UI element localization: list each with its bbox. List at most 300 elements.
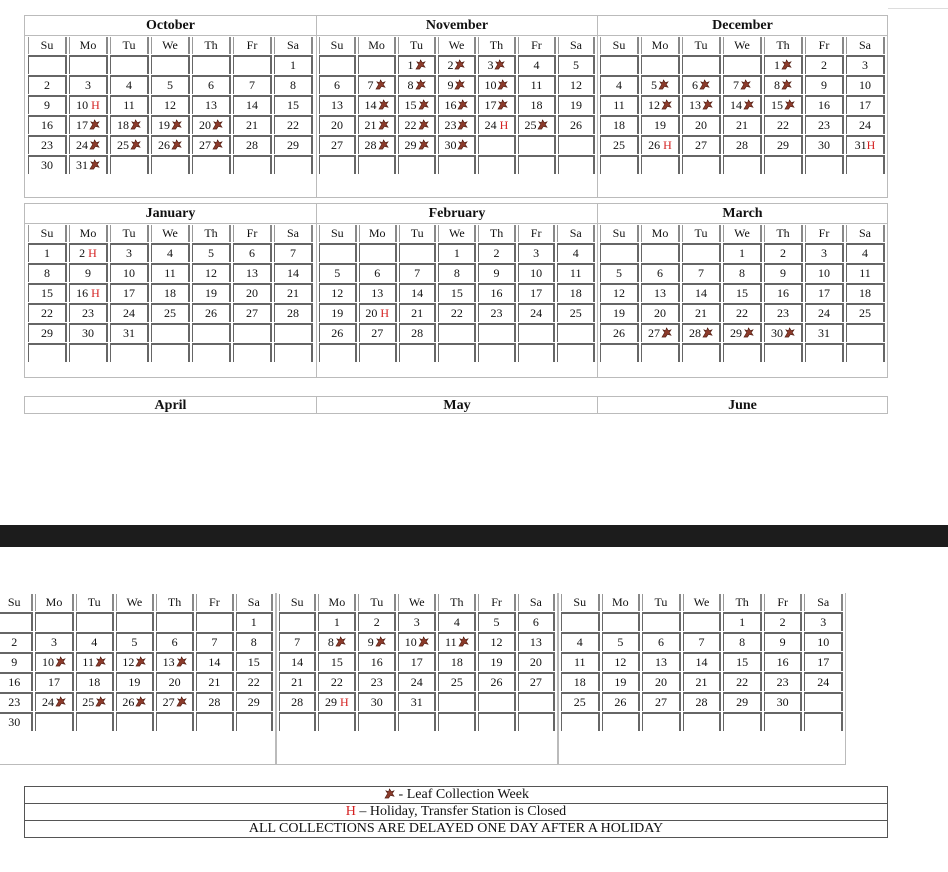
day-cell bbox=[279, 652, 316, 671]
day-cell bbox=[438, 712, 476, 731]
day-number: 24 bbox=[42, 695, 55, 709]
leaf-icon bbox=[212, 138, 223, 149]
weekday-header: Fr bbox=[196, 594, 233, 611]
day-number: 4 bbox=[576, 635, 583, 649]
day-cell bbox=[805, 303, 844, 322]
day-cell bbox=[600, 243, 639, 262]
day-number: 14 bbox=[695, 286, 707, 300]
day-number: 15 bbox=[41, 286, 53, 300]
day-cell bbox=[805, 243, 844, 262]
day-number: 24 bbox=[859, 118, 871, 132]
day-number: 8 bbox=[739, 635, 746, 649]
day-number: 20 bbox=[365, 306, 378, 320]
day-cell bbox=[28, 323, 67, 342]
day-number: 7 bbox=[733, 78, 739, 92]
day-number: 18 bbox=[569, 286, 582, 300]
day-number: 18 bbox=[164, 286, 176, 300]
day-number: 13 bbox=[371, 286, 384, 300]
day-number: 22 bbox=[736, 306, 748, 320]
day-cell bbox=[518, 115, 556, 134]
day-number: 5 bbox=[651, 78, 657, 92]
day-cell bbox=[69, 323, 108, 342]
month-may-grid bbox=[276, 593, 558, 765]
leaf-icon bbox=[171, 118, 182, 129]
day-number: 21 bbox=[208, 675, 221, 689]
day-number: 24 bbox=[76, 138, 88, 152]
day-cell bbox=[805, 263, 844, 282]
day-cell bbox=[561, 612, 600, 631]
day-cell bbox=[110, 155, 149, 174]
leaf-icon bbox=[537, 118, 548, 129]
day-number: 22 bbox=[287, 118, 299, 132]
day-number: 20 bbox=[246, 286, 258, 300]
day-number: 1 bbox=[44, 246, 50, 260]
day-grid bbox=[26, 224, 315, 363]
day-number: 7 bbox=[211, 635, 218, 649]
day-number: 10 bbox=[404, 635, 417, 649]
day-number: 6 bbox=[208, 78, 214, 92]
day-cell bbox=[398, 652, 436, 671]
day-number: 9 bbox=[493, 266, 500, 280]
leaf-icon bbox=[781, 58, 792, 69]
leaf-icon bbox=[130, 118, 141, 129]
day-number: 14 bbox=[246, 98, 258, 112]
day-cell bbox=[318, 692, 356, 711]
day-number: 12 bbox=[648, 98, 660, 112]
day-number: 23 bbox=[490, 306, 503, 320]
day-cell bbox=[600, 135, 639, 154]
day-cell bbox=[110, 115, 149, 134]
day-cell bbox=[151, 323, 190, 342]
month-december bbox=[597, 15, 888, 198]
day-grid bbox=[598, 224, 887, 363]
day-number: 29 bbox=[325, 695, 338, 709]
weekday-header: Sa bbox=[846, 225, 885, 242]
day-number: 28 bbox=[291, 695, 304, 709]
day-cell bbox=[69, 263, 108, 282]
weekday-header: Su bbox=[279, 594, 316, 611]
day-cell bbox=[805, 343, 844, 362]
day-cell bbox=[561, 652, 600, 671]
day-cell bbox=[233, 115, 272, 134]
day-cell bbox=[196, 632, 233, 651]
day-number: 12 bbox=[164, 98, 176, 112]
leaf-icon bbox=[55, 695, 66, 706]
day-number: 19 bbox=[490, 655, 503, 669]
day-cell bbox=[28, 243, 67, 262]
legend-holiday-text: – Holiday, Transfer Station is Closed bbox=[355, 804, 567, 819]
day-cell bbox=[69, 155, 108, 174]
day-cell bbox=[196, 692, 233, 711]
day-cell bbox=[319, 135, 356, 154]
day-cell bbox=[279, 632, 316, 651]
day-cell bbox=[196, 672, 233, 691]
day-cell bbox=[846, 303, 885, 322]
day-cell bbox=[233, 263, 272, 282]
day-number: 9 bbox=[85, 266, 91, 280]
month-october bbox=[24, 15, 317, 198]
day-cell bbox=[518, 652, 555, 671]
day-cell bbox=[438, 75, 476, 94]
weekday-header: We bbox=[438, 225, 476, 242]
day-cell bbox=[69, 283, 108, 302]
day-cell bbox=[600, 155, 639, 174]
day-cell bbox=[398, 712, 436, 731]
weekday-header: Fr bbox=[805, 225, 844, 242]
day-number: 2 bbox=[44, 78, 50, 92]
day-number: 30 bbox=[818, 138, 830, 152]
day-cell bbox=[518, 692, 555, 711]
day-number: 22 bbox=[736, 675, 749, 689]
day-cell bbox=[723, 632, 762, 651]
day-cell bbox=[683, 652, 722, 671]
day-cell bbox=[110, 243, 149, 262]
day-number: 19 bbox=[613, 306, 625, 320]
day-cell bbox=[723, 712, 762, 731]
weekday-header: Mo bbox=[69, 37, 108, 54]
day-number: 26 bbox=[614, 695, 627, 709]
day-number: 23 bbox=[41, 138, 53, 152]
day-cell bbox=[558, 75, 595, 94]
weekday-header: Th bbox=[478, 225, 516, 242]
day-cell bbox=[76, 652, 114, 671]
day-number: 21 bbox=[736, 118, 748, 132]
day-number: 13 bbox=[689, 98, 701, 112]
day-number: 23 bbox=[82, 306, 94, 320]
day-number: 25 bbox=[859, 306, 871, 320]
day-cell bbox=[0, 612, 33, 631]
day-cell bbox=[76, 632, 114, 651]
weekday-header: Th bbox=[192, 37, 231, 54]
day-cell bbox=[846, 155, 885, 174]
day-cell bbox=[196, 652, 233, 671]
day-cell bbox=[764, 243, 803, 262]
leaf-icon bbox=[418, 118, 429, 129]
day-cell bbox=[279, 672, 316, 691]
day-cell bbox=[274, 263, 313, 282]
day-cell bbox=[642, 612, 681, 631]
day-cell bbox=[398, 672, 436, 691]
day-number: 13 bbox=[205, 98, 217, 112]
day-number: 17 bbox=[123, 286, 135, 300]
month-february bbox=[316, 203, 598, 378]
day-cell bbox=[682, 323, 721, 342]
day-number: 3 bbox=[533, 246, 540, 260]
day-cell bbox=[723, 55, 762, 74]
day-cell bbox=[358, 115, 396, 134]
day-cell bbox=[683, 612, 722, 631]
day-number: 17 bbox=[484, 98, 497, 112]
day-number: 29 bbox=[777, 138, 789, 152]
day-number: 9 bbox=[367, 635, 374, 649]
day-cell bbox=[279, 712, 316, 731]
leaf-icon bbox=[89, 158, 100, 169]
day-cell bbox=[805, 283, 844, 302]
day-number: 5 bbox=[493, 615, 500, 629]
day-number: 11 bbox=[569, 266, 582, 280]
day-cell bbox=[804, 612, 843, 631]
month-title-may bbox=[316, 396, 598, 414]
day-number: 11 bbox=[859, 266, 871, 280]
day-cell bbox=[478, 632, 515, 651]
day-number: 26 bbox=[122, 695, 135, 709]
day-cell bbox=[28, 95, 67, 114]
day-cell bbox=[274, 95, 313, 114]
day-cell bbox=[358, 75, 396, 94]
day-cell bbox=[846, 263, 885, 282]
day-cell bbox=[723, 243, 762, 262]
day-number: 9 bbox=[821, 78, 827, 92]
day-cell bbox=[764, 115, 803, 134]
weekday-header: We bbox=[683, 594, 722, 611]
day-cell bbox=[600, 55, 639, 74]
weekday-header: Tu bbox=[398, 37, 436, 54]
month-title: January bbox=[25, 204, 316, 224]
day-cell bbox=[35, 632, 73, 651]
day-cell bbox=[557, 343, 595, 362]
weekday-header: Mo bbox=[359, 225, 397, 242]
day-cell bbox=[35, 612, 73, 631]
weekday-header: Sa bbox=[274, 225, 313, 242]
day-number: 21 bbox=[287, 286, 299, 300]
day-number: 16 bbox=[818, 98, 830, 112]
weekday-header: Su bbox=[28, 225, 67, 242]
day-number: 2 bbox=[780, 246, 786, 260]
day-cell bbox=[274, 55, 313, 74]
day-number: 4 bbox=[533, 58, 540, 72]
day-number: 7 bbox=[367, 78, 374, 92]
day-cell bbox=[682, 263, 721, 282]
weekday-header: Sa bbox=[518, 594, 555, 611]
day-number: 15 bbox=[736, 286, 748, 300]
day-cell bbox=[846, 283, 885, 302]
day-cell bbox=[399, 283, 437, 302]
holiday-marker: H bbox=[377, 306, 390, 320]
day-number: 6 bbox=[657, 266, 663, 280]
day-number: 22 bbox=[247, 675, 260, 689]
day-cell bbox=[723, 95, 762, 114]
day-number: 17 bbox=[817, 655, 830, 669]
day-number: 3 bbox=[85, 78, 91, 92]
day-cell bbox=[682, 95, 721, 114]
day-cell bbox=[682, 135, 721, 154]
day-number: 23 bbox=[776, 675, 789, 689]
day-number: 12 bbox=[613, 286, 625, 300]
weekday-header: Th bbox=[192, 225, 231, 242]
day-cell bbox=[641, 303, 680, 322]
day-cell bbox=[28, 115, 67, 134]
day-cell bbox=[76, 712, 114, 731]
month-title: November bbox=[317, 16, 597, 36]
day-number: 20 bbox=[695, 118, 707, 132]
holiday-marker: H bbox=[337, 695, 349, 709]
day-cell bbox=[642, 692, 681, 711]
day-cell bbox=[156, 632, 194, 651]
day-number: 27 bbox=[331, 138, 344, 152]
day-cell bbox=[0, 692, 33, 711]
day-number: 8 bbox=[774, 78, 780, 92]
day-grid bbox=[317, 36, 597, 175]
day-number: 1 bbox=[333, 615, 340, 629]
day-cell bbox=[764, 712, 803, 731]
day-cell bbox=[683, 672, 722, 691]
day-cell bbox=[723, 155, 762, 174]
day-number: 17 bbox=[530, 286, 543, 300]
day-number: 3 bbox=[862, 58, 868, 72]
day-number: 30 bbox=[8, 715, 21, 729]
day-number: 13 bbox=[654, 655, 667, 669]
leaf-icon bbox=[458, 635, 469, 646]
day-cell bbox=[116, 692, 154, 711]
day-cell bbox=[846, 323, 885, 342]
day-cell bbox=[846, 95, 885, 114]
day-number: 24 bbox=[817, 675, 830, 689]
day-cell bbox=[319, 303, 357, 322]
day-number: 1 bbox=[739, 615, 746, 629]
day-number: 28 bbox=[246, 138, 258, 152]
day-number: 30 bbox=[444, 138, 457, 152]
day-cell bbox=[192, 135, 231, 154]
holiday-marker: H bbox=[866, 138, 876, 152]
day-cell bbox=[478, 155, 516, 174]
day-number: 24 bbox=[530, 306, 543, 320]
day-number: 16 bbox=[8, 675, 21, 689]
day-number: 16 bbox=[76, 286, 89, 300]
day-cell bbox=[438, 155, 476, 174]
day-cell bbox=[561, 672, 600, 691]
day-number: 5 bbox=[167, 78, 173, 92]
day-cell bbox=[557, 243, 595, 262]
day-number: 25 bbox=[164, 306, 176, 320]
day-cell bbox=[518, 612, 555, 631]
day-cell bbox=[518, 672, 555, 691]
day-number: 22 bbox=[450, 306, 463, 320]
day-cell bbox=[274, 283, 313, 302]
day-cell bbox=[192, 115, 231, 134]
day-number: 19 bbox=[569, 98, 582, 112]
weekday-header: Th bbox=[723, 594, 762, 611]
day-cell bbox=[602, 672, 641, 691]
day-number: 2 bbox=[821, 58, 827, 72]
day-number: 7 bbox=[294, 635, 301, 649]
day-cell bbox=[192, 283, 231, 302]
day-cell bbox=[28, 303, 67, 322]
holiday-marker: H bbox=[88, 286, 100, 300]
day-cell bbox=[233, 283, 272, 302]
leaf-icon bbox=[784, 98, 795, 109]
day-number: 10 bbox=[859, 78, 871, 92]
day-number: 22 bbox=[404, 118, 417, 132]
day-number: 29 bbox=[404, 138, 417, 152]
day-number: 15 bbox=[771, 98, 783, 112]
day-cell bbox=[319, 263, 357, 282]
day-number: 25 bbox=[117, 138, 129, 152]
weekday-header: We bbox=[151, 37, 190, 54]
day-cell bbox=[116, 632, 154, 651]
day-number: 11 bbox=[573, 655, 586, 669]
day-cell bbox=[192, 243, 231, 262]
day-cell bbox=[196, 712, 233, 731]
weekday-header: Mo bbox=[35, 594, 73, 611]
day-cell bbox=[236, 652, 273, 671]
day-number: 1 bbox=[250, 615, 257, 629]
day-cell bbox=[236, 712, 273, 731]
weekday-header: Tu bbox=[682, 37, 721, 54]
day-number: 18 bbox=[573, 675, 586, 689]
day-cell bbox=[764, 612, 803, 631]
month-title: April bbox=[154, 398, 187, 413]
day-cell bbox=[192, 303, 231, 322]
weekday-header: Sa bbox=[804, 594, 843, 611]
legend-holiday-row bbox=[25, 804, 888, 821]
leaf-icon bbox=[661, 326, 672, 337]
day-number: 12 bbox=[122, 655, 135, 669]
day-cell bbox=[764, 323, 803, 342]
weekday-header: Fr bbox=[518, 225, 556, 242]
weekday-header: Fr bbox=[805, 37, 844, 54]
day-cell bbox=[478, 692, 515, 711]
day-cell bbox=[558, 55, 595, 74]
holiday-marker: H bbox=[85, 246, 97, 260]
weekday-header: Su bbox=[319, 37, 356, 54]
day-cell bbox=[764, 692, 803, 711]
day-cell bbox=[558, 115, 595, 134]
day-cell bbox=[764, 632, 803, 651]
leaf-icon bbox=[702, 98, 713, 109]
day-number: 16 bbox=[41, 118, 53, 132]
day-number: 14 bbox=[208, 655, 221, 669]
day-cell bbox=[358, 95, 396, 114]
day-cell bbox=[0, 672, 33, 691]
day-cell bbox=[274, 243, 313, 262]
day-number: 26 bbox=[205, 306, 217, 320]
day-cell bbox=[319, 75, 356, 94]
holiday-marker: H bbox=[660, 138, 672, 152]
weekday-header: We bbox=[151, 225, 190, 242]
leaf-icon bbox=[89, 138, 100, 149]
day-cell bbox=[398, 115, 436, 134]
day-number: 11 bbox=[123, 98, 135, 112]
day-cell bbox=[233, 303, 272, 322]
leaf-icon bbox=[176, 695, 187, 706]
month-january bbox=[24, 203, 317, 378]
day-cell bbox=[682, 55, 721, 74]
day-cell bbox=[764, 55, 803, 74]
day-cell bbox=[318, 632, 356, 651]
day-cell bbox=[683, 692, 722, 711]
day-number: 10 bbox=[42, 655, 55, 669]
leaf-icon bbox=[699, 78, 710, 89]
day-cell bbox=[359, 323, 397, 342]
day-cell bbox=[600, 95, 639, 114]
day-number: 2 bbox=[447, 58, 454, 72]
day-cell bbox=[478, 303, 516, 322]
day-cell bbox=[35, 672, 73, 691]
day-cell bbox=[358, 652, 396, 671]
day-cell bbox=[723, 672, 762, 691]
day-cell bbox=[602, 712, 641, 731]
day-number: 13 bbox=[162, 655, 175, 669]
day-cell bbox=[557, 263, 595, 282]
day-number: 10 bbox=[76, 98, 89, 112]
day-cell bbox=[116, 612, 154, 631]
leaf-icon bbox=[384, 788, 395, 799]
day-cell bbox=[438, 632, 476, 651]
day-number: 13 bbox=[246, 266, 258, 280]
day-cell bbox=[518, 135, 556, 154]
day-cell bbox=[398, 692, 436, 711]
weekday-header: We bbox=[398, 594, 436, 611]
